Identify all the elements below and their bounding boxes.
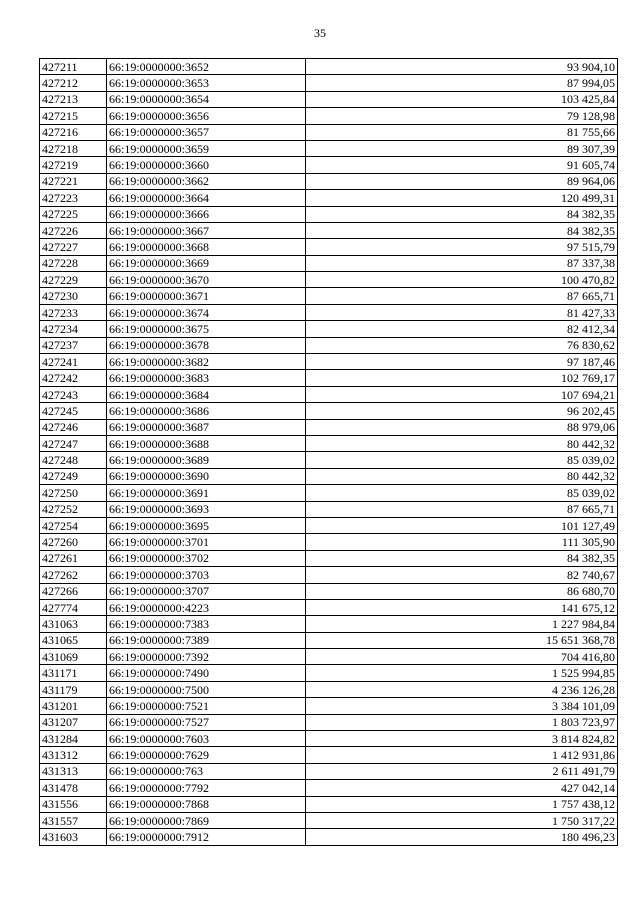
value-cell: 85 039,02 [306, 452, 618, 468]
table-row [40, 517, 618, 533]
cadastral-number-cell: 66:19:0000000:3684 [107, 386, 306, 402]
cadastral-number-cell: 66:19:0000000:7868 [107, 796, 306, 812]
cadastral-number-cell: 66:19:0000000:7629 [107, 747, 306, 763]
value-cell: 1 803 723,97 [306, 714, 618, 730]
table-row [40, 272, 618, 288]
table-row [40, 599, 618, 615]
value-cell: 91 605,74 [306, 157, 618, 173]
value-cell: 86 680,70 [306, 583, 618, 599]
value-cell: 84 382,35 [306, 222, 618, 238]
row-number-cell: 427226 [40, 222, 107, 238]
table-row [40, 337, 618, 353]
value-cell: 1 227 984,84 [306, 616, 618, 632]
table-row [40, 829, 618, 845]
row-number-cell: 427241 [40, 354, 107, 370]
value-cell: 103 425,84 [306, 91, 618, 107]
cadastral-number-cell: 66:19:0000000:3660 [107, 157, 306, 173]
cadastral-number-cell: 66:19:0000000:3707 [107, 583, 306, 599]
row-number-cell: 427245 [40, 403, 107, 419]
cadastral-number-cell: 66:19:0000000:3682 [107, 354, 306, 370]
table-row [40, 649, 618, 665]
table-row [40, 190, 618, 206]
table-row [40, 698, 618, 714]
row-number-cell: 427254 [40, 517, 107, 533]
cadastral-number-cell: 66:19:0000000:3687 [107, 419, 306, 435]
row-number-cell: 431065 [40, 632, 107, 648]
cadastral-number-cell: 66:19:0000000:3703 [107, 567, 306, 583]
row-number-cell: 427262 [40, 567, 107, 583]
row-number-cell: 431478 [40, 780, 107, 796]
cadastral-number-cell: 66:19:0000000:7521 [107, 698, 306, 714]
cadastral-number-cell: 66:19:0000000:3652 [107, 59, 306, 75]
value-cell: 1 525 994,85 [306, 665, 618, 681]
row-number-cell: 427229 [40, 272, 107, 288]
row-number-cell: 427774 [40, 599, 107, 615]
cadastral-number-cell: 66:19:0000000:3657 [107, 124, 306, 140]
cadastral-number-cell: 66:19:0000000:3662 [107, 173, 306, 189]
value-cell: 2 611 491,79 [306, 763, 618, 779]
row-number-cell: 427250 [40, 485, 107, 501]
row-number-cell: 431063 [40, 616, 107, 632]
row-number-cell: 431556 [40, 796, 107, 812]
table-row [40, 616, 618, 632]
registry-table [39, 58, 618, 846]
value-cell: 107 694,21 [306, 386, 618, 402]
value-cell: 87 665,71 [306, 501, 618, 517]
table-row [40, 452, 618, 468]
value-cell: 84 382,35 [306, 206, 618, 222]
value-cell: 704 416,80 [306, 649, 618, 665]
cadastral-number-cell: 66:19:0000000:3691 [107, 485, 306, 501]
value-cell: 84 382,35 [306, 550, 618, 566]
table-row [40, 419, 618, 435]
table-row [40, 731, 618, 747]
value-cell: 3 814 824,82 [306, 731, 618, 747]
value-cell: 120 499,31 [306, 190, 618, 206]
value-cell: 80 442,32 [306, 468, 618, 484]
cadastral-number-cell: 66:19:0000000:3666 [107, 206, 306, 222]
table-row [40, 714, 618, 730]
table-row [40, 534, 618, 550]
cadastral-number-cell: 66:19:0000000:3659 [107, 140, 306, 156]
value-cell: 3 384 101,09 [306, 698, 618, 714]
table-row [40, 304, 618, 320]
cadastral-number-cell: 66:19:0000000:3668 [107, 239, 306, 255]
value-cell: 89 307,39 [306, 140, 618, 156]
table-row [40, 747, 618, 763]
cadastral-number-cell: 66:19:0000000:3688 [107, 435, 306, 451]
row-number-cell: 427247 [40, 435, 107, 451]
value-cell: 79 128,98 [306, 108, 618, 124]
row-number-cell: 431312 [40, 747, 107, 763]
cadastral-number-cell: 66:19:0000000:763 [107, 763, 306, 779]
row-number-cell: 427221 [40, 173, 107, 189]
table-row [40, 501, 618, 517]
value-cell: 427 042,14 [306, 780, 618, 796]
table-row [40, 59, 618, 75]
value-cell: 100 470,82 [306, 272, 618, 288]
value-cell: 76 830,62 [306, 337, 618, 353]
cadastral-number-cell: 66:19:0000000:4223 [107, 599, 306, 615]
value-cell: 141 675,12 [306, 599, 618, 615]
row-number-cell: 431179 [40, 681, 107, 697]
value-cell: 85 039,02 [306, 485, 618, 501]
value-cell: 81 427,33 [306, 304, 618, 320]
table-row [40, 812, 618, 828]
cadastral-number-cell: 66:19:0000000:7383 [107, 616, 306, 632]
row-number-cell: 427233 [40, 304, 107, 320]
cadastral-number-cell: 66:19:0000000:3689 [107, 452, 306, 468]
cadastral-number-cell: 66:19:0000000:3683 [107, 370, 306, 386]
row-number-cell: 431284 [40, 731, 107, 747]
value-cell: 101 127,49 [306, 517, 618, 533]
value-cell: 15 651 368,78 [306, 632, 618, 648]
table-row [40, 665, 618, 681]
table-row [40, 222, 618, 238]
value-cell: 180 496,23 [306, 829, 618, 845]
cadastral-number-cell: 66:19:0000000:3674 [107, 304, 306, 320]
cadastral-number-cell: 66:19:0000000:7603 [107, 731, 306, 747]
value-cell: 87 665,71 [306, 288, 618, 304]
value-cell: 93 904,10 [306, 59, 618, 75]
table-row [40, 567, 618, 583]
row-number-cell: 427242 [40, 370, 107, 386]
cadastral-number-cell: 66:19:0000000:3656 [107, 108, 306, 124]
cadastral-number-cell: 66:19:0000000:3653 [107, 75, 306, 91]
row-number-cell: 427215 [40, 108, 107, 124]
cadastral-number-cell: 66:19:0000000:7389 [107, 632, 306, 648]
cadastral-number-cell: 66:19:0000000:3671 [107, 288, 306, 304]
cadastral-number-cell: 66:19:0000000:3654 [107, 91, 306, 107]
table-row [40, 288, 618, 304]
row-number-cell: 427260 [40, 534, 107, 550]
value-cell: 87 994,05 [306, 75, 618, 91]
cadastral-number-cell: 66:19:0000000:7792 [107, 780, 306, 796]
value-cell: 82 412,34 [306, 321, 618, 337]
row-number-cell: 431069 [40, 649, 107, 665]
table-row [40, 354, 618, 370]
row-number-cell: 427261 [40, 550, 107, 566]
cadastral-number-cell: 66:19:0000000:7500 [107, 681, 306, 697]
table-row [40, 468, 618, 484]
table-row [40, 403, 618, 419]
value-cell: 82 740,67 [306, 567, 618, 583]
value-cell: 4 236 126,28 [306, 681, 618, 697]
cadastral-number-cell: 66:19:0000000:7912 [107, 829, 306, 845]
table-row [40, 780, 618, 796]
row-number-cell: 431313 [40, 763, 107, 779]
cadastral-number-cell: 66:19:0000000:3693 [107, 501, 306, 517]
row-number-cell: 427243 [40, 386, 107, 402]
table-row [40, 206, 618, 222]
cadastral-number-cell: 66:19:0000000:3670 [107, 272, 306, 288]
row-number-cell: 427227 [40, 239, 107, 255]
row-number-cell: 427228 [40, 255, 107, 271]
cadastral-number-cell: 66:19:0000000:3690 [107, 468, 306, 484]
row-number-cell: 427218 [40, 140, 107, 156]
table-row [40, 386, 618, 402]
cadastral-number-cell: 66:19:0000000:3669 [107, 255, 306, 271]
cadastral-number-cell: 66:19:0000000:7527 [107, 714, 306, 730]
row-number-cell: 427248 [40, 452, 107, 468]
cadastral-number-cell: 66:19:0000000:3686 [107, 403, 306, 419]
page-number: 35 [314, 26, 326, 40]
row-number-cell: 431207 [40, 714, 107, 730]
value-cell: 1 757 438,12 [306, 796, 618, 812]
cadastral-number-cell: 66:19:0000000:3695 [107, 517, 306, 533]
row-number-cell: 427225 [40, 206, 107, 222]
table-row [40, 124, 618, 140]
table-row [40, 157, 618, 173]
value-cell: 102 769,17 [306, 370, 618, 386]
cadastral-number-cell: 66:19:0000000:3702 [107, 550, 306, 566]
row-number-cell: 427216 [40, 124, 107, 140]
row-number-cell: 427252 [40, 501, 107, 517]
table-row [40, 632, 618, 648]
row-number-cell: 427223 [40, 190, 107, 206]
table-row [40, 550, 618, 566]
value-cell: 97 515,79 [306, 239, 618, 255]
cadastral-number-cell: 66:19:0000000:3664 [107, 190, 306, 206]
row-number-cell: 427266 [40, 583, 107, 599]
table-row [40, 583, 618, 599]
row-number-cell: 427219 [40, 157, 107, 173]
row-number-cell: 427230 [40, 288, 107, 304]
cadastral-number-cell: 66:19:0000000:7490 [107, 665, 306, 681]
cadastral-number-cell: 66:19:0000000:3675 [107, 321, 306, 337]
cadastral-number-cell: 66:19:0000000:3701 [107, 534, 306, 550]
table-row [40, 796, 618, 812]
cadastral-number-cell: 66:19:0000000:3678 [107, 337, 306, 353]
table-row [40, 173, 618, 189]
table-row [40, 763, 618, 779]
table-row [40, 108, 618, 124]
value-cell: 97 187,46 [306, 354, 618, 370]
row-number-cell: 427211 [40, 59, 107, 75]
row-number-cell: 431201 [40, 698, 107, 714]
table-row [40, 435, 618, 451]
row-number-cell: 431603 [40, 829, 107, 845]
table-row [40, 681, 618, 697]
value-cell: 96 202,45 [306, 403, 618, 419]
registry-table-body [40, 59, 618, 846]
table-row [40, 140, 618, 156]
value-cell: 80 442,32 [306, 435, 618, 451]
value-cell: 87 337,38 [306, 255, 618, 271]
value-cell: 111 305,90 [306, 534, 618, 550]
cadastral-number-cell: 66:19:0000000:7869 [107, 812, 306, 828]
table-row [40, 239, 618, 255]
table-row [40, 370, 618, 386]
cadastral-number-cell: 66:19:0000000:3667 [107, 222, 306, 238]
value-cell: 88 979,06 [306, 419, 618, 435]
row-number-cell: 427213 [40, 91, 107, 107]
value-cell: 81 755,66 [306, 124, 618, 140]
row-number-cell: 427234 [40, 321, 107, 337]
row-number-cell: 427237 [40, 337, 107, 353]
value-cell: 89 964,06 [306, 173, 618, 189]
cadastral-number-cell: 66:19:0000000:7392 [107, 649, 306, 665]
table-row [40, 485, 618, 501]
table-row [40, 255, 618, 271]
table-row [40, 91, 618, 107]
value-cell: 1 750 317,22 [306, 812, 618, 828]
row-number-cell: 431557 [40, 812, 107, 828]
table-row [40, 321, 618, 337]
value-cell: 1 412 931,86 [306, 747, 618, 763]
row-number-cell: 427249 [40, 468, 107, 484]
row-number-cell: 427212 [40, 75, 107, 91]
row-number-cell: 431171 [40, 665, 107, 681]
table-row [40, 75, 618, 91]
row-number-cell: 427246 [40, 419, 107, 435]
